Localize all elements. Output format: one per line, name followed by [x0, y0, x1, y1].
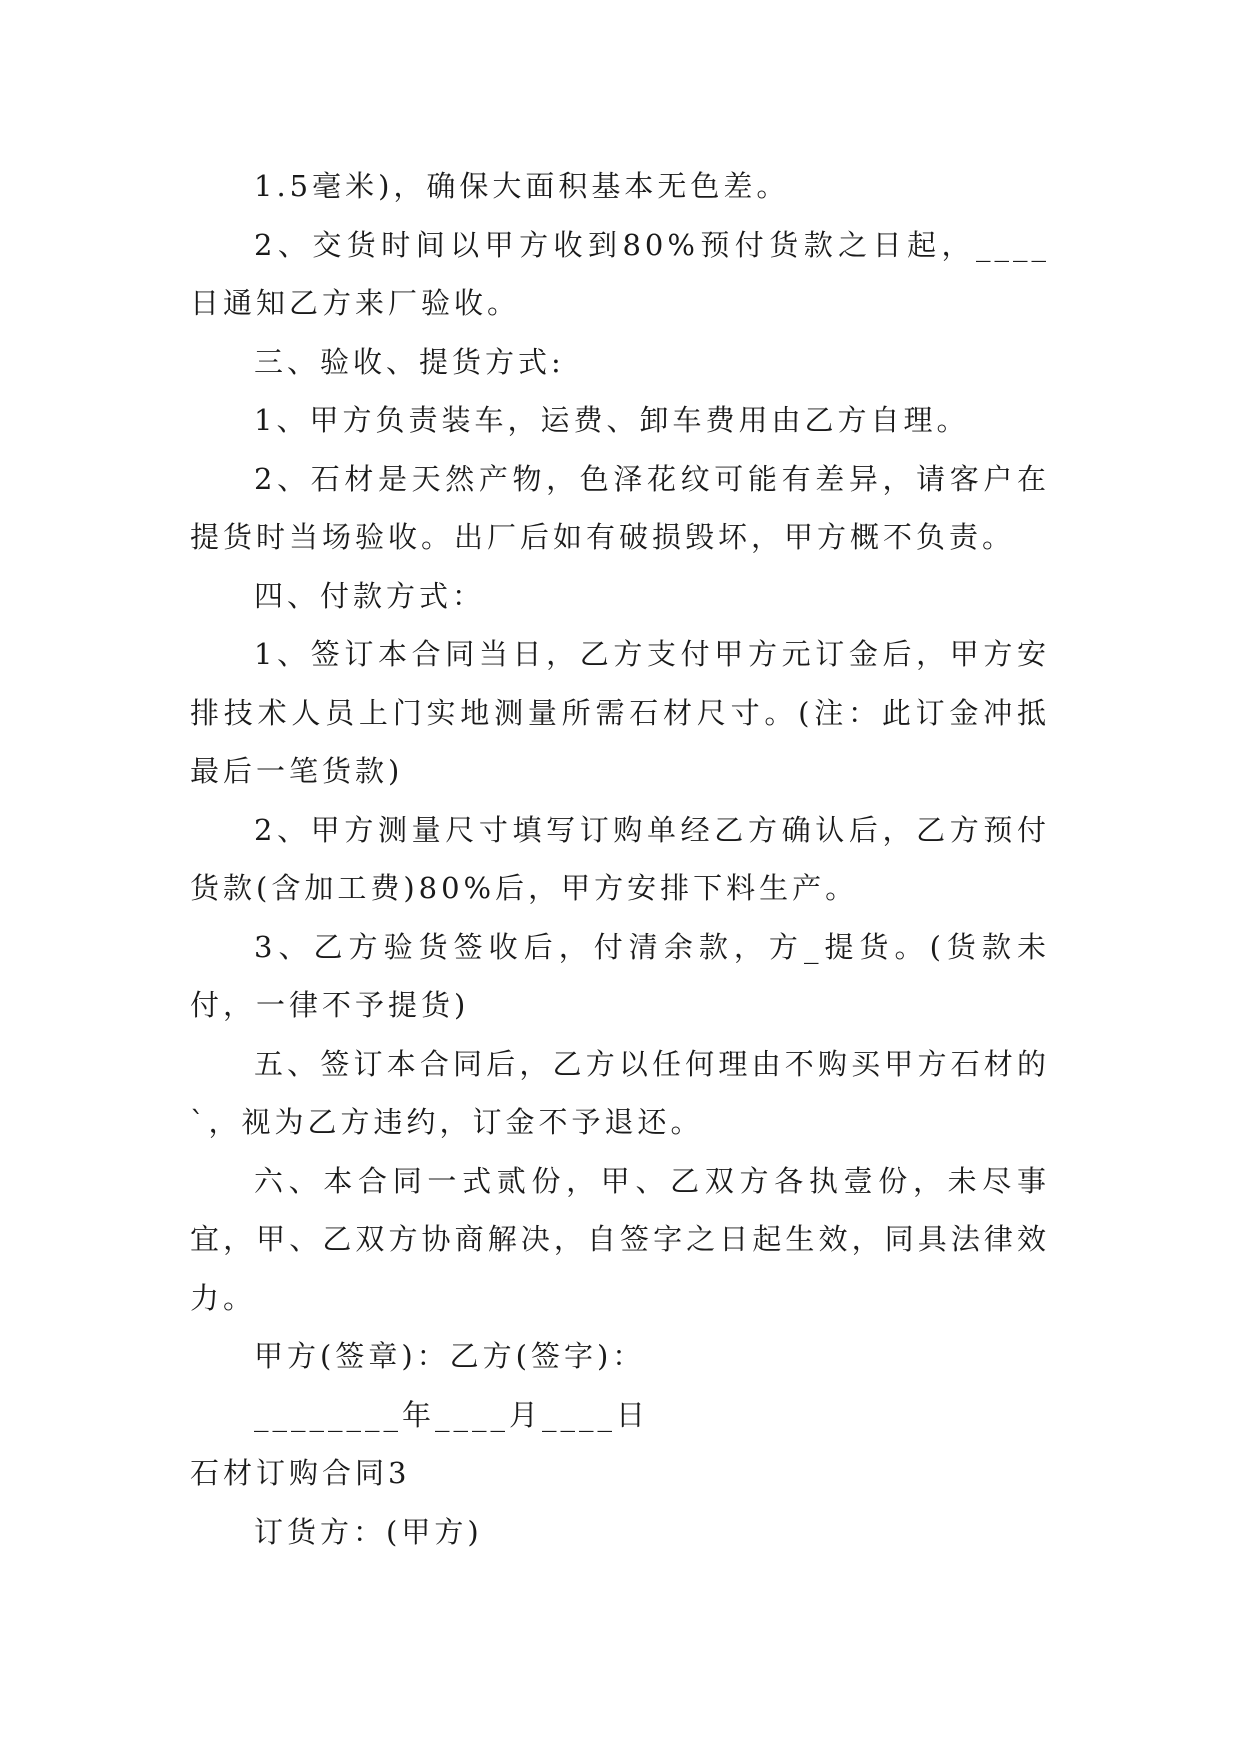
- paragraph-delivery-time: 2、交货时间以甲方收到80%预付货款之日起，____日通知乙方来厂验收。: [190, 227, 1050, 320]
- date-line: ________年____月____日: [254, 1397, 650, 1432]
- document-body: [190, 157, 1050, 1561]
- paragraph-deposit: 1、签订本合同当日，乙方支付甲方元订金后，甲方安排技术人员上门实地测量所需石材尺寸。(注：此订金冲抵最后一笔货款): [190, 637, 1050, 788]
- paragraph-breach: 五、签订本合同后，乙方以任何理由不购买甲方石材的`，视为乙方违约，订金不予退还。: [190, 1046, 1050, 1139]
- section-heading-payment: 四、付款方式：: [254, 578, 486, 613]
- paragraph-loading: 1、甲方负责装车，运费、卸车费用由乙方自理。: [254, 403, 970, 437]
- paragraph-balance: 3、乙方验货签收后，付清余款，方_提货。(货款未付，一律不予提货): [190, 929, 1050, 1022]
- contract-title: 石材订购合同3: [190, 1456, 411, 1490]
- paragraph-spec-continuation: 1.5毫米)，确保大面积基本无色差。: [254, 169, 790, 203]
- section-heading-acceptance: 三、验收、提货方式:: [254, 344, 565, 379]
- signature-line: 甲方(签章)：乙方(签字)：: [254, 1339, 646, 1373]
- paragraph-prepayment: 2、甲方测量尺寸填写订购单经乙方确认后，乙方预付货款(含加工费)80%后，甲方安排下料生产。: [190, 812, 1050, 905]
- ordering-party-line: 订货方：(甲方): [254, 1514, 483, 1549]
- paragraph-natural-stone: 2、石材是天然产物，色泽花纹可能有差异，请客户在提货时当场验收。出厂后如有破损毁坏，甲方概不负责。: [190, 461, 1050, 554]
- paragraph-copies: 六、本合同一式贰份，甲、乙双方各执壹份，未尽事宜，甲、乙双方协商解决，自签字之日起生效，同具法律效力。: [190, 1163, 1050, 1315]
